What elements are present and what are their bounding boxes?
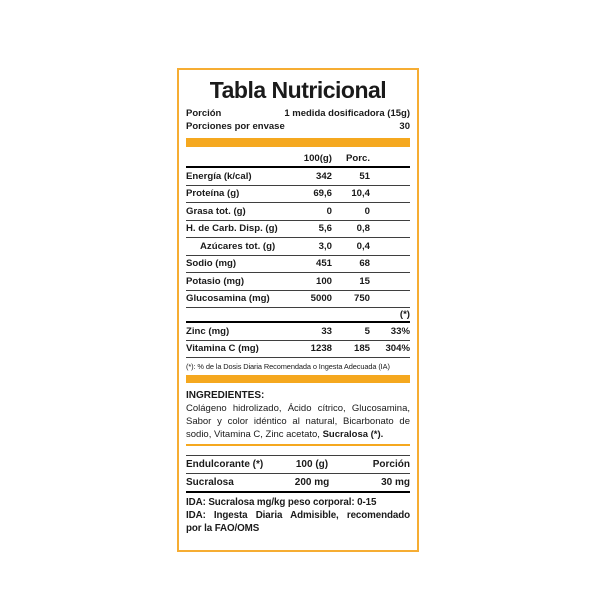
header-col-100g: 100(g) bbox=[303, 153, 332, 164]
nutrient-name: Azúcares tot. (g) bbox=[200, 240, 276, 252]
nutrient-value-portion: 5 bbox=[364, 325, 370, 337]
nutrient-value-100g: 5000 bbox=[310, 293, 332, 305]
nutrient-value-100g: 451 bbox=[315, 258, 332, 270]
nutrient-name: Potasio (mg) bbox=[186, 275, 245, 287]
nutrient-value-100g: 69,6 bbox=[313, 188, 332, 200]
portion-row bbox=[186, 107, 410, 120]
orange-divider-bar-ingredients bbox=[186, 375, 410, 383]
nutrient-value-100g: 1238 bbox=[310, 343, 332, 355]
sweetener-value-portion: 30 mg bbox=[381, 477, 410, 488]
orange-divider-bar-top bbox=[186, 138, 410, 147]
sweetener-col-name: Endulcorante (*) bbox=[186, 459, 264, 470]
label-title: Tabla Nutricional bbox=[209, 77, 387, 103]
daily-value-header-row bbox=[186, 308, 410, 323]
sweetener-data-row bbox=[186, 474, 410, 493]
table-row-sub bbox=[186, 238, 410, 256]
table-row bbox=[186, 186, 410, 204]
nutrient-name: Grasa tot. (g) bbox=[186, 205, 246, 217]
nutrient-name: Sodio (mg) bbox=[186, 258, 237, 270]
table-row bbox=[186, 323, 410, 341]
daily-value-footnote: (*): % de la Dosis Diaria Recomendada o Ingesta Adecuada (IA) bbox=[186, 362, 390, 371]
nutrient-value-pct: 33% bbox=[390, 325, 410, 337]
table-row bbox=[186, 221, 410, 239]
nutrient-value-portion: 0,4 bbox=[356, 240, 370, 252]
table-row bbox=[186, 203, 410, 221]
sweetener-name: Sucralosa bbox=[186, 477, 234, 488]
nutrient-value-portion: 10,4 bbox=[351, 188, 370, 200]
nutrient-value-100g: 3,0 bbox=[318, 240, 332, 252]
sweetener-col-portion: Porción bbox=[372, 459, 410, 470]
nutrient-name: Zinc (mg) bbox=[186, 325, 230, 337]
nutrient-value-100g: 100 bbox=[315, 275, 332, 287]
ingredients-heading: INGREDIENTES: bbox=[186, 390, 265, 401]
sweetener-col-100g: 100 (g) bbox=[295, 459, 329, 470]
ida-line2a: IDA: Ingesta Diaria Admisible, recomendado bbox=[186, 510, 410, 521]
nutrition-facts-label bbox=[177, 68, 419, 552]
nutrient-value-100g: 5,6 bbox=[318, 223, 332, 235]
servings-value: 30 bbox=[399, 121, 410, 132]
ida-line1: IDA: Sucralosa mg/kg peso corporal: 0-15 bbox=[186, 497, 377, 508]
nutrient-value-portion: 68 bbox=[359, 258, 370, 270]
nutrient-value-100g: 342 bbox=[315, 170, 332, 182]
table-header-row bbox=[186, 151, 410, 168]
nutrient-value-portion: 15 bbox=[359, 275, 370, 287]
table-row bbox=[186, 341, 410, 359]
nutrient-name: Energía (k/cal) bbox=[186, 170, 252, 182]
nutrient-name: Glucosamina (mg) bbox=[186, 293, 270, 305]
nutrient-value-portion: 750 bbox=[353, 293, 370, 305]
nutrient-value-portion: 0 bbox=[364, 205, 370, 217]
nutrient-value-portion: 185 bbox=[353, 343, 370, 355]
sweetener-value-100g: 200 mg bbox=[294, 477, 330, 488]
nutrient-value-100g: 33 bbox=[321, 325, 332, 337]
portion-label: Porción bbox=[186, 108, 222, 119]
table-row bbox=[186, 168, 410, 186]
ingredients-text: Colágeno hidrolizado, Ácido cítrico, Glucosamina, Sabor y color idéntico al natural, Bicarbonato de sodio, Vitamina C, Zinc acetato, bbox=[186, 403, 410, 440]
nutrient-name: Vitamina C (mg) bbox=[186, 343, 259, 355]
dv-header: (*) bbox=[399, 309, 410, 320]
nutrient-value-portion: 51 bbox=[359, 170, 370, 182]
servings-per-container-row bbox=[186, 120, 410, 133]
nutrient-name: H. de Carb. Disp. (g) bbox=[186, 223, 278, 235]
portion-value: 1 medida dosificadora (15g) bbox=[284, 108, 410, 119]
nutrient-name: Proteína (g) bbox=[186, 188, 240, 200]
nutrient-value-pct: 304% bbox=[385, 343, 410, 355]
header-col-porc: Porc. bbox=[346, 153, 370, 164]
ingredients-paragraph bbox=[186, 402, 410, 441]
orange-divider-line bbox=[186, 444, 410, 446]
table-row bbox=[186, 273, 410, 291]
nutrient-value-portion: 0,8 bbox=[356, 223, 370, 235]
sweetener-table bbox=[186, 455, 410, 535]
ida-note bbox=[186, 496, 410, 535]
nutrient-value-100g: 0 bbox=[326, 205, 332, 217]
servings-label: Porciones por envase bbox=[186, 121, 285, 132]
table-row bbox=[186, 291, 410, 309]
sweetener-header-row bbox=[186, 456, 410, 474]
ida-line2b: por la FAO/OMS bbox=[186, 523, 260, 534]
ingredients-bold-text: Sucralosa (*). bbox=[322, 429, 384, 440]
table-row bbox=[186, 256, 410, 274]
